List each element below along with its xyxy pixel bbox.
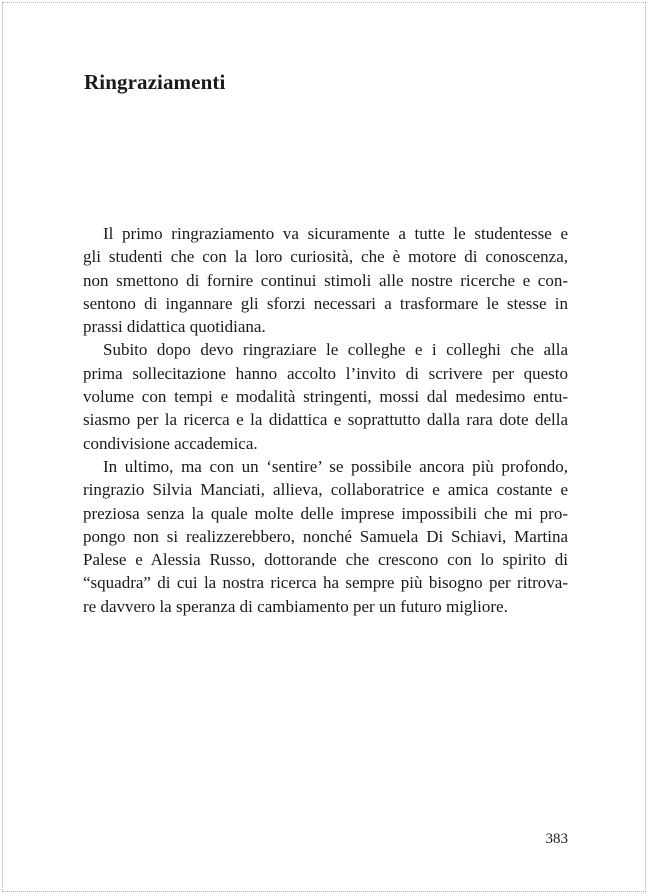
text-line: Palese e Alessia Russo, dottorande che crescono con lo spirito di — [83, 550, 568, 570]
text-line: ringrazio Silvia Manciati, allieva, collaboratrice e amica costante e — [83, 480, 568, 500]
paragraph-1 — [83, 222, 568, 338]
body-text — [83, 222, 568, 618]
text-line: volume con tempi e modalità stringenti, mossi dal medesimo entu- — [83, 387, 568, 407]
text-line: siasmo per la ricerca e la didattica e soprattutto dalla rara dote della — [83, 410, 568, 430]
text-line: re davvero la speranza di cambiamento per un futuro migliore. — [83, 596, 508, 616]
paragraph-3 — [83, 455, 568, 618]
text-line: condivisione accademica. — [83, 433, 258, 453]
text-line: sentono di ingannare gli sforzi necessari a trasformare le stesse in — [83, 293, 568, 313]
text-line: gli studenti che con la loro curiosità, che è motore di conoscenza, — [83, 247, 568, 267]
text-line: prima sollecitazione hanno accolto l’invito di scrivere per questo — [83, 363, 568, 383]
text-line: In ultimo, ma con un ‘sentire’ se possibile ancora più profondo, — [103, 456, 568, 476]
text-line: Subito dopo devo ringraziare le colleghe e i colleghi che alla — [103, 340, 568, 360]
text-line: non smettono di fornire continui stimoli alle nostre ricerche e con- — [83, 270, 568, 290]
paragraph-2 — [83, 338, 568, 454]
text-line: prassi didattica quotidiana. — [83, 317, 266, 337]
text-line: Il primo ringraziamento va sicuramente a tutte le studentesse e — [103, 224, 568, 243]
text-line: “squadra” di cui la nostra ricerca ha sempre più bisogno per ritrova- — [83, 573, 568, 593]
text-line: pongo non si realizzerebbero, nonché Samuela Di Schiavi, Martina — [83, 526, 568, 546]
page-number: 383 — [545, 831, 568, 847]
text-line: preziosa senza la quale molte delle imprese impossibili che mi pro- — [83, 503, 568, 523]
page-title: Ringraziamenti — [84, 70, 226, 94]
